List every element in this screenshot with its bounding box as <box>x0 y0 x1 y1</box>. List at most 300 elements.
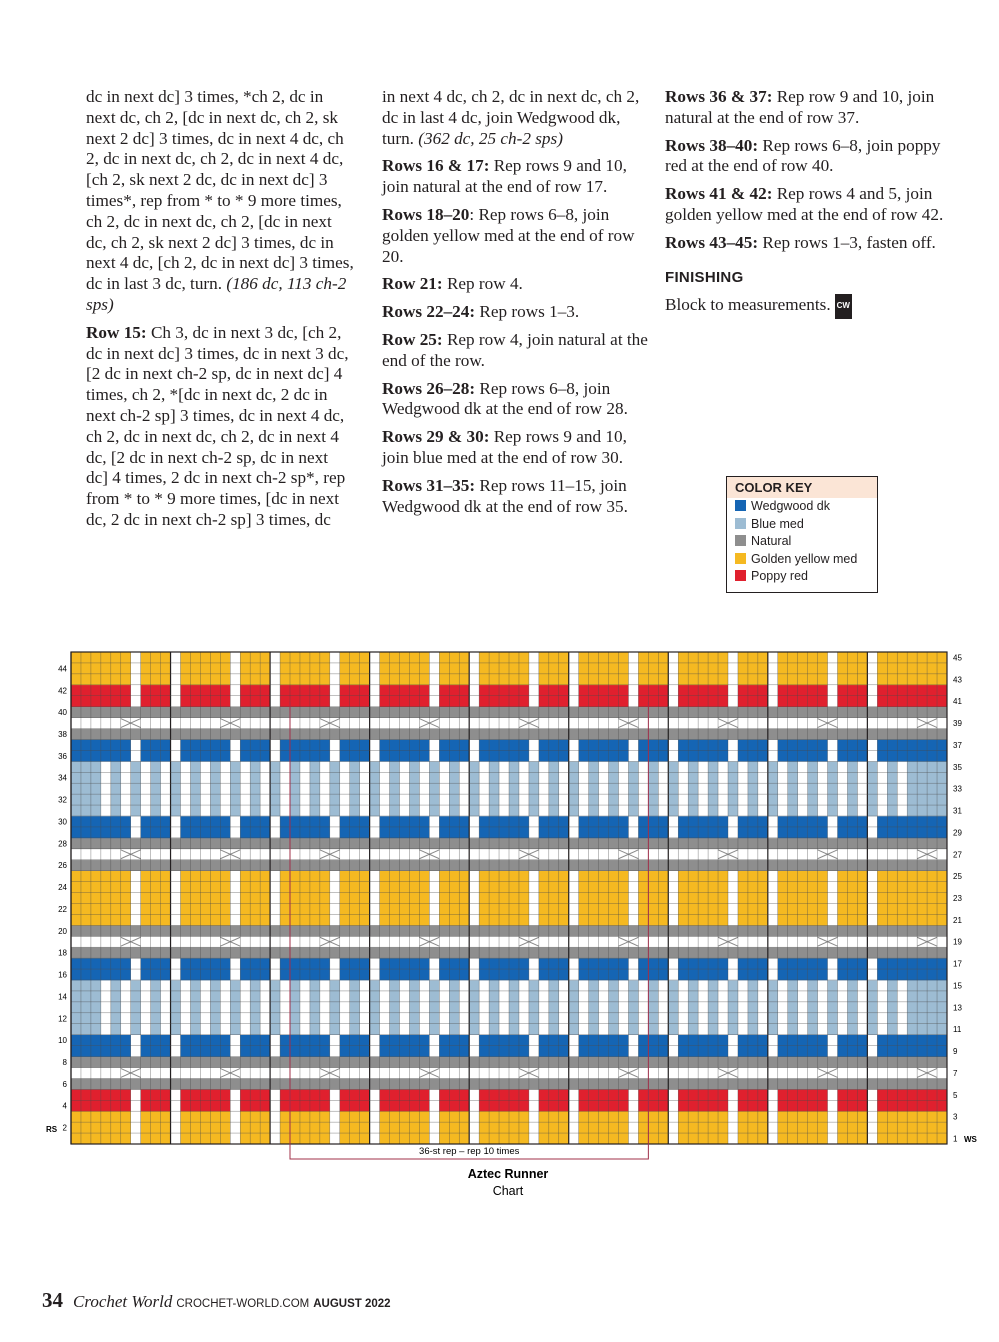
chart-cell <box>280 750 290 761</box>
chart-cell <box>380 750 390 761</box>
chart-cell <box>200 1046 210 1057</box>
chart-cell <box>81 1013 91 1024</box>
chart-cell <box>589 696 599 707</box>
chart-cell <box>678 772 688 783</box>
chart-cell <box>818 871 828 882</box>
chart-cell <box>400 925 410 936</box>
chart-cell <box>559 674 569 685</box>
chart-cell <box>290 652 300 663</box>
chart-cell <box>788 750 798 761</box>
chart-cell <box>81 991 91 1002</box>
chart-cell <box>409 860 419 871</box>
chart-cell <box>360 980 370 991</box>
chart-cell <box>390 1122 400 1133</box>
chart-cell <box>210 860 220 871</box>
chart-cell <box>310 980 320 991</box>
chart-cell <box>350 772 360 783</box>
chart-cell <box>469 783 479 794</box>
chart-cell <box>808 674 818 685</box>
chart-cell <box>798 794 808 805</box>
chart-cell <box>121 1111 131 1122</box>
chart-cell <box>668 991 678 1002</box>
chart-cell <box>210 805 220 816</box>
chart-cell <box>519 707 529 718</box>
rs-label: RS <box>46 1125 58 1134</box>
chart-cell <box>479 925 489 936</box>
chart-cell <box>768 827 778 838</box>
chart-cell <box>270 652 280 663</box>
chart-cell <box>847 663 857 674</box>
chart-cell <box>230 925 240 936</box>
chart-cell <box>280 805 290 816</box>
chart-cell <box>847 914 857 925</box>
chart-cell <box>658 827 668 838</box>
chart-cell <box>539 947 549 958</box>
chart-cell <box>340 969 350 980</box>
chart-cell <box>917 925 927 936</box>
chart-cell <box>778 1122 788 1133</box>
chart-cell <box>529 1111 539 1122</box>
chart-cell <box>728 750 738 761</box>
chart-cell <box>400 1089 410 1100</box>
chart-cell <box>161 805 171 816</box>
chart-cell <box>698 1002 708 1013</box>
chart-cell <box>141 1002 151 1013</box>
chart-cell <box>151 860 161 871</box>
chart-cell <box>320 794 330 805</box>
chart-cell <box>609 674 619 685</box>
chart-cell <box>71 882 81 893</box>
chart-cell <box>240 1024 250 1035</box>
chart-cell <box>489 772 499 783</box>
chart-cell <box>190 871 200 882</box>
chart-cell <box>768 914 778 925</box>
chart-cell <box>609 925 619 936</box>
chart-cell <box>141 1122 151 1133</box>
chart-cell <box>808 761 818 772</box>
chart-cell <box>758 652 768 663</box>
chart-cell <box>141 707 151 718</box>
row-number-right: 23 <box>953 894 962 903</box>
chart-cell <box>758 783 768 794</box>
chart-cell <box>529 871 539 882</box>
chart-cell <box>668 739 678 750</box>
chart-cell <box>529 1035 539 1046</box>
row-number-left: 14 <box>58 992 67 1002</box>
chart-cell <box>758 1035 768 1046</box>
chart-cell <box>838 991 848 1002</box>
chart-cell <box>927 882 937 893</box>
chart-cell <box>290 696 300 707</box>
chart-cell <box>619 729 629 740</box>
chart-cell <box>808 1024 818 1035</box>
chart-cell <box>200 991 210 1002</box>
chart-cell <box>220 674 230 685</box>
chart-cell <box>250 772 260 783</box>
chart-cell <box>479 1133 489 1144</box>
chart-cell <box>937 925 947 936</box>
chart-cell <box>788 707 798 718</box>
chart-cell <box>121 1078 131 1089</box>
chart-cell <box>678 903 688 914</box>
chart-cell <box>409 783 419 794</box>
chart-cell <box>638 783 648 794</box>
chart-cell <box>808 783 818 794</box>
chart-cell <box>330 980 340 991</box>
chart-cell <box>370 1111 380 1122</box>
chart-cell <box>917 1078 927 1089</box>
chart-cell <box>708 1089 718 1100</box>
chart-cell <box>887 1122 897 1133</box>
chart-cell <box>818 1122 828 1133</box>
chart-cell <box>111 1111 121 1122</box>
chart-cell <box>121 1046 131 1057</box>
chart-cell <box>449 772 459 783</box>
chart-cell <box>280 991 290 1002</box>
chart-cell <box>419 663 429 674</box>
chart-cell <box>171 1057 181 1068</box>
chart-cell <box>161 1122 171 1133</box>
chart-cell <box>409 750 419 761</box>
chart-cell <box>270 761 280 772</box>
chart-cell <box>698 969 708 980</box>
chart-cell <box>330 805 340 816</box>
chart-cell <box>708 1002 718 1013</box>
chart-cell <box>419 903 429 914</box>
chart-cell <box>429 893 439 904</box>
chart-cell <box>469 1122 479 1133</box>
chart-cell <box>340 1100 350 1111</box>
chart-cell <box>390 1035 400 1046</box>
chart-cell <box>768 1078 778 1089</box>
chart-cell <box>360 1002 370 1013</box>
chart-cell <box>728 947 738 958</box>
chart-cell <box>310 958 320 969</box>
chart-cell <box>409 893 419 904</box>
chart-cell <box>648 914 658 925</box>
chart-cell <box>71 1078 81 1089</box>
chart-cell <box>619 991 629 1002</box>
chart-cell <box>400 947 410 958</box>
chart-cell <box>181 750 191 761</box>
chart-cell <box>101 1024 111 1035</box>
chart-cell <box>778 1100 788 1111</box>
chart-cell <box>519 674 529 685</box>
chart-cell <box>778 1078 788 1089</box>
chart-cell <box>838 652 848 663</box>
chart-cell <box>728 1122 738 1133</box>
chart-cell <box>638 893 648 904</box>
chart-cell <box>260 958 270 969</box>
chart-cell <box>877 958 887 969</box>
chart-cell <box>509 1111 519 1122</box>
chart-cell <box>81 696 91 707</box>
chart-cell <box>808 871 818 882</box>
chart-cell <box>917 827 927 838</box>
chart-cell <box>748 729 758 740</box>
chart-cell <box>549 1057 559 1068</box>
chart-cell <box>897 827 907 838</box>
chart-cell <box>220 816 230 827</box>
chart-cell <box>449 750 459 761</box>
chart-cell <box>210 893 220 904</box>
chart-cell <box>330 1046 340 1057</box>
chart-cell <box>400 991 410 1002</box>
chart-cell <box>111 685 121 696</box>
chart-cell <box>479 1035 489 1046</box>
chart-cell <box>678 893 688 904</box>
chart-cell <box>270 729 280 740</box>
chart-cell <box>71 969 81 980</box>
chart-cell <box>579 991 589 1002</box>
chart-cell <box>778 882 788 893</box>
chart-cell <box>638 914 648 925</box>
chart-cell <box>380 1002 390 1013</box>
chart-cell <box>927 663 937 674</box>
chart-cell <box>270 969 280 980</box>
chart-cell <box>698 729 708 740</box>
chart-cell <box>599 1002 609 1013</box>
chart-cell <box>539 871 549 882</box>
chart-cell <box>798 663 808 674</box>
chart-cell <box>390 696 400 707</box>
chart-cell <box>748 893 758 904</box>
chart-cell <box>708 761 718 772</box>
chart-cell <box>210 991 220 1002</box>
chart-cell <box>818 838 828 849</box>
chart-cell <box>549 729 559 740</box>
chart-cell <box>409 696 419 707</box>
chart-cell <box>171 761 181 772</box>
chart-cell <box>190 805 200 816</box>
chart-cell <box>489 696 499 707</box>
chart-cell <box>290 958 300 969</box>
chart-cell <box>409 838 419 849</box>
chart-cell <box>808 816 818 827</box>
row-number-right: 41 <box>953 697 962 707</box>
chart-cell <box>678 750 688 761</box>
chart-cell <box>509 1100 519 1111</box>
chart-cell <box>499 991 509 1002</box>
chart-cell <box>330 739 340 750</box>
chart-cell <box>877 1122 887 1133</box>
chart-cell <box>549 980 559 991</box>
chart-cell <box>230 1013 240 1024</box>
chart-cell <box>121 652 131 663</box>
chart-cell <box>738 707 748 718</box>
chart-cell <box>240 1013 250 1024</box>
chart-cell <box>798 707 808 718</box>
chart-cell <box>190 1111 200 1122</box>
chart-cell <box>390 652 400 663</box>
chart-cell <box>519 750 529 761</box>
chart-cell <box>529 685 539 696</box>
chart-cell <box>648 871 658 882</box>
chart-cell <box>768 1002 778 1013</box>
chart-cell <box>857 914 867 925</box>
chart-cell <box>559 1002 569 1013</box>
chart-cell <box>718 674 728 685</box>
chart-cell <box>549 871 559 882</box>
chart-cell <box>240 1122 250 1133</box>
chart-cell <box>360 991 370 1002</box>
color-key-item: Wedgwood dk <box>727 498 877 516</box>
chart-cell <box>280 838 290 849</box>
chart-cell <box>300 871 310 882</box>
chart-cell <box>798 761 808 772</box>
chart-cell <box>907 663 917 674</box>
chart-cell <box>131 652 141 663</box>
color-key-item: Natural <box>727 533 877 551</box>
chart-cell <box>788 685 798 696</box>
chart-cell <box>459 860 469 871</box>
chart-cell <box>609 1046 619 1057</box>
chart-cell <box>210 1046 220 1057</box>
chart-cell <box>708 674 718 685</box>
chart-cell <box>619 838 629 849</box>
chart-cell <box>449 1111 459 1122</box>
chart-cell <box>698 1024 708 1035</box>
chart-cell <box>897 1057 907 1068</box>
chart-cell <box>280 772 290 783</box>
chart-cell <box>469 663 479 674</box>
chart-cell <box>758 882 768 893</box>
chart-cell <box>788 1002 798 1013</box>
chart-cell <box>619 783 629 794</box>
chart-cell <box>569 1013 579 1024</box>
chart-cell <box>907 1046 917 1057</box>
chart-cell <box>200 1122 210 1133</box>
chart-cell <box>230 969 240 980</box>
chart-cell <box>270 1100 280 1111</box>
chart-cell <box>141 871 151 882</box>
chart-cell <box>768 991 778 1002</box>
chart-cell <box>768 816 778 827</box>
chart-cell <box>91 860 101 871</box>
chart-cell <box>718 1046 728 1057</box>
chart-cell <box>927 980 937 991</box>
chart-cell <box>897 783 907 794</box>
chart-cell <box>200 969 210 980</box>
chart-cell <box>698 991 708 1002</box>
chart-cell <box>778 805 788 816</box>
chart-cell <box>469 860 479 871</box>
chart-cell <box>220 1013 230 1024</box>
chart-cell <box>340 794 350 805</box>
chart-cell <box>141 1133 151 1144</box>
chart-cell <box>887 739 897 750</box>
chart-cell <box>708 1111 718 1122</box>
chart-cell <box>838 958 848 969</box>
chart-cell <box>738 805 748 816</box>
chart-cell <box>609 827 619 838</box>
chart-cell <box>300 958 310 969</box>
chart-cell <box>350 914 360 925</box>
chart-cell <box>230 871 240 882</box>
chart-cell <box>320 925 330 936</box>
chart-cell <box>290 794 300 805</box>
chart-cell <box>469 871 479 882</box>
chart-cell <box>897 1046 907 1057</box>
chart-cell <box>380 903 390 914</box>
chart-cell <box>489 1111 499 1122</box>
chart-cell <box>599 871 609 882</box>
chart-cell <box>200 1111 210 1122</box>
chart-cell <box>370 805 380 816</box>
chart-cell <box>927 1013 937 1024</box>
chart-cell <box>738 1100 748 1111</box>
chart-cell <box>728 761 738 772</box>
chart-cell <box>569 783 579 794</box>
chart-cell <box>171 772 181 783</box>
chart-cell <box>280 871 290 882</box>
chart-cell <box>907 947 917 958</box>
chart-cell <box>200 958 210 969</box>
chart-cell <box>619 761 629 772</box>
chart-cell <box>619 1013 629 1024</box>
chart-cell <box>678 739 688 750</box>
chart-cell <box>439 674 449 685</box>
chart-cell <box>330 860 340 871</box>
chart-cell <box>897 652 907 663</box>
chart-cell <box>609 805 619 816</box>
chart-cell <box>320 652 330 663</box>
chart-cell <box>619 805 629 816</box>
chart-cell <box>867 893 877 904</box>
chart-cell <box>648 991 658 1002</box>
chart-cell <box>91 958 101 969</box>
chart-cell <box>509 663 519 674</box>
chart-cell <box>668 816 678 827</box>
chart-cell <box>549 903 559 914</box>
chart-cell <box>489 882 499 893</box>
chart-cell <box>599 1089 609 1100</box>
chart-cell <box>190 1013 200 1024</box>
chart-cell <box>818 685 828 696</box>
chart-cell <box>628 958 638 969</box>
pattern-row: Row 25: Rep row 4, join natural at the end of the row. <box>382 329 648 370</box>
chart-cell <box>250 903 260 914</box>
chart-cell <box>559 1035 569 1046</box>
chart-cell <box>200 1013 210 1024</box>
chart-cell <box>280 969 290 980</box>
chart-cell <box>111 1057 121 1068</box>
color-key <box>726 476 878 593</box>
chart-cell <box>907 1133 917 1144</box>
chart-cell <box>390 1013 400 1024</box>
chart-cell <box>449 838 459 849</box>
chart-cell <box>449 816 459 827</box>
chart-cell <box>877 838 887 849</box>
chart-cell <box>330 1133 340 1144</box>
chart-cell <box>887 674 897 685</box>
chart-cell <box>778 947 788 958</box>
chart-cell <box>240 805 250 816</box>
chart-cell <box>509 1013 519 1024</box>
chart-cell <box>330 1024 340 1035</box>
chart-cell <box>877 772 887 783</box>
chart-cell <box>499 772 509 783</box>
chart-cell <box>718 969 728 980</box>
chart-cell <box>181 783 191 794</box>
chart-cell <box>200 827 210 838</box>
chart-cell <box>579 816 589 827</box>
chart-cell <box>499 893 509 904</box>
chart-cell <box>419 794 429 805</box>
chart-cell <box>768 1024 778 1035</box>
chart-cell <box>131 838 141 849</box>
chart-cell <box>429 761 439 772</box>
